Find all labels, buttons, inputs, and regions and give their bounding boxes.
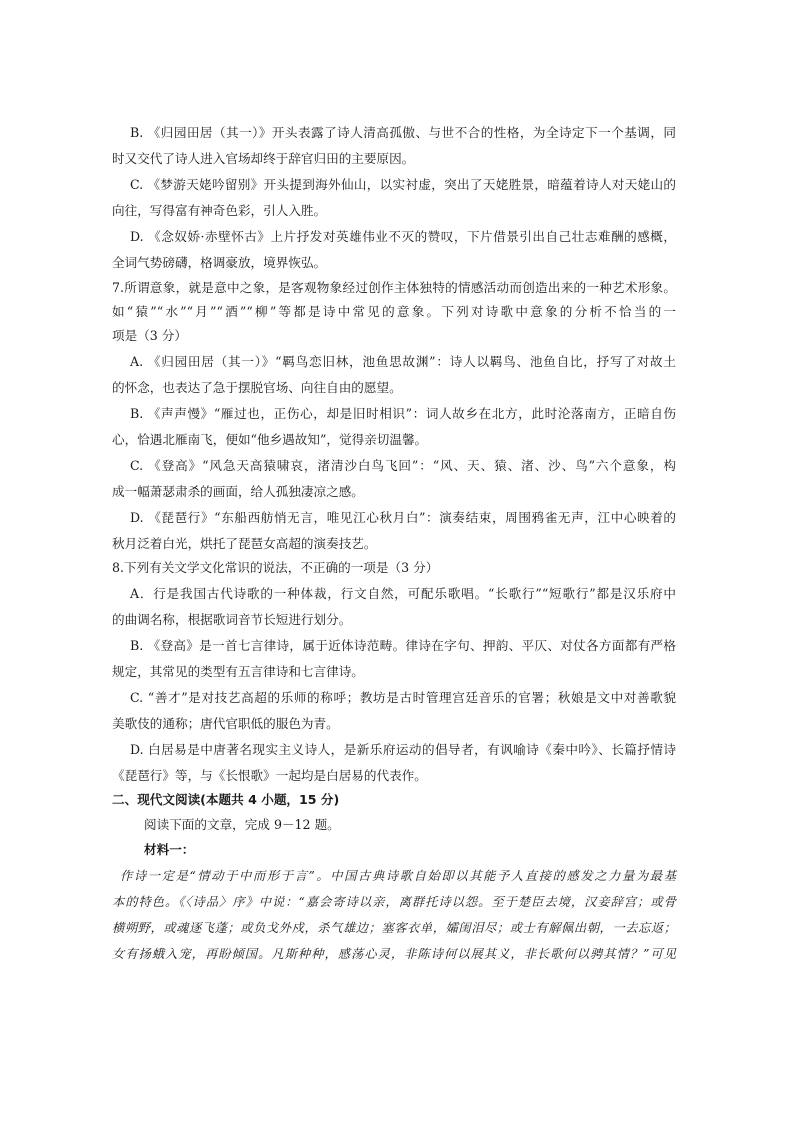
q8-stem: 8.下列有关文学文化常识的说法，不正确的一项是（3 分） — [112, 560, 439, 575]
reading-instruction: 阅读下面的文章，完成 9－12 题。 — [144, 817, 340, 832]
q7-stem-line1: 7.所谓意象，就是意中之象，是客观物象经过创作主体独特的情感活动而创造出来的一种艺术形象。 — [112, 280, 676, 295]
q7-option-c-line1: C. 《登高》“风急天高猿啸哀，渚清沙白鸟飞回”：“风、天、猿、渚、沙、鸟”六个意象，构 — [130, 458, 676, 473]
material-paragraph-line1: 作诗一定是“情动于中而形于言”。中国古典诗歌自始即以其能予人直接的感发之力量为最基 — [120, 869, 676, 883]
q8-option-d-line2: 《琵琶行》等，与《长恨歌》一起均是白居易的代表作。 — [112, 768, 427, 783]
q6-option-d-line1: D. 《念奴娇·赤壁怀古》上片抒发对英雄伟业不灭的赞叹，下片借景引出自己壮志难酬的感概， — [130, 229, 676, 244]
material-label: 材料一： — [144, 842, 195, 857]
q6-option-c-line1: C. 《梦游天姥吟留别》开头提到海外仙山，以实衬虚，突出了天姥胜景，暗蕴着诗人对天姥山的 — [130, 177, 676, 192]
q8-option-c-line2: 美歌伎的通称；唐代官职低的服色为青。 — [112, 716, 339, 731]
q7-option-b-line2: 心，恰遇北雁南飞，便如“他乡遇故知”，觉得亲切温馨。 — [112, 432, 428, 447]
material-paragraph-line4: 女有扬蛾入宠，再盼倾国。凡斯种种，感荡心灵，非陈诗何以展其义，非长歌何以骋其情？”可见 — [112, 947, 676, 961]
q7-option-c-line2: 成一幅萧瑟肃杀的画面，给人孤独凄凉之感。 — [112, 484, 364, 499]
q6-option-b-line2: 时又交代了诗人进入官场却终于辞官归田的主要原因。 — [112, 151, 415, 166]
q6-option-c-line2: 向往，写得富有神奇色彩，引人入胜。 — [112, 203, 327, 218]
q6-option-b-line1: B. 《归园田居（其一）》开头表露了诗人清高孤傲、与世不合的性格，为全诗定下一个基调，同 — [130, 125, 676, 140]
q8-option-a-line1: A．行是我国古代诗歌的一种体裁，行文自然，可配乐歌唱。“长歌行”“短歌行”都是汉乐府中 — [130, 586, 676, 601]
q7-option-b-line1: B. 《声声慢》“雁过也，正伤心，却是旧时相识”：词人故乡在北方，此时沦落南方，正暗自伤 — [130, 406, 676, 421]
q6-option-d-line2: 全词气势磅礴，格调豪放，境界恢弘。 — [112, 255, 327, 270]
q8-option-b-line2: 规定，其常见的类型有五言律诗和七言律诗。 — [112, 664, 364, 679]
q7-option-d-line2: 秋月泛着白光，烘托了琵琶女高超的演奏技艺。 — [112, 536, 377, 551]
material-paragraph-line3: 横朔野，或魂逐飞蓬；或负戈外戍，杀气雄边；塞客衣单，孀闺泪尽；或士有解佩出朝，一去忘返； — [112, 921, 676, 935]
q7-stem-line2: 如“猿”“水”“月”“酒”“柳”等都是诗中常见的意象。下列对诗歌中意象的分析不恰当的一 — [112, 304, 676, 319]
q8-option-c-line1: C. “善才”是对技艺高超的乐师的称呼；教坊是古时管理宫廷音乐的官署；秋娘是文中对善歌貌 — [130, 690, 676, 705]
material-paragraph-line2: 本的特色。《〈诗品〉序》中说：“嘉会寄诗以亲，离群托诗以怨。至于楚臣去境，汉妾辞宫；或骨 — [112, 895, 676, 909]
section-heading: 二、现代文阅读(本题共 4 小题，15 分) — [112, 792, 340, 807]
q7-option-d-line1: D. 《琵琶行》“东船西舫悄无言，唯见江心秋月白”：演奏结束，周围鸦雀无声，江中心映着的 — [130, 510, 676, 525]
q7-option-a-line2: 的怀念，也表达了急于摆脱官场、向往自由的愿望。 — [112, 380, 402, 395]
q8-option-b-line1: B. 《登高》是一首七言律诗，属于近体诗范畴。律诗在字句、押韵、平仄、对仗各方面都有严格 — [130, 638, 676, 653]
q8-option-d-line1: D. 白居易是中唐著名现实主义诗人，是新乐府运动的倡导者，有讽喻诗《秦中吟》、长篇抒情诗 — [130, 742, 676, 757]
q8-option-a-line2: 的曲调名称，根据歌词音节长短进行划分。 — [112, 612, 352, 627]
q7-stem-line3: 项是（3 分） — [112, 328, 187, 343]
q7-option-a-line1: A. 《归园田居（其一）》“羁鸟恋旧林，池鱼思故渊”：诗人以羁鸟、池鱼自比，抒写了对故土 — [130, 354, 676, 369]
